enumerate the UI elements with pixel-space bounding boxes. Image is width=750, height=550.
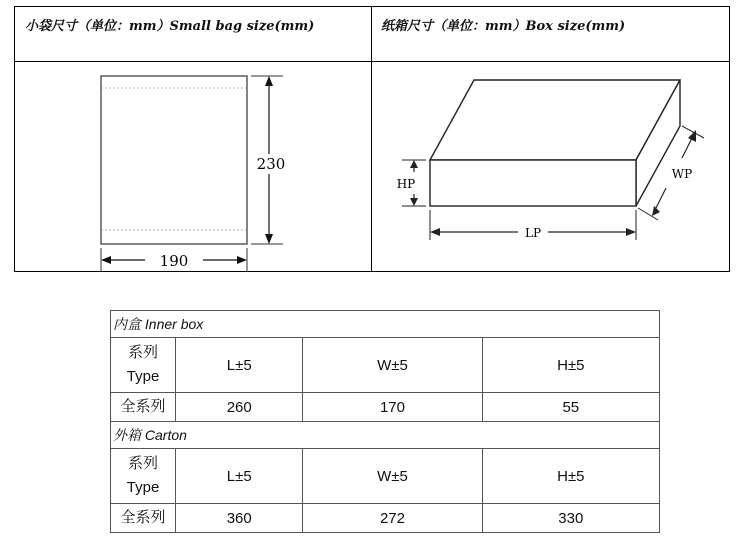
carton-height-header: H±5: [482, 449, 659, 504]
inner-height-value: 55: [482, 393, 659, 422]
lp-label: LP: [524, 226, 542, 240]
inner-type-header: [111, 338, 176, 393]
bag-outline: [101, 76, 247, 244]
inner-height-header: H±5: [482, 338, 659, 393]
carton-row-label: 全系列: [111, 504, 176, 533]
box-size-title: 纸箱尺寸（单位：mm）Box size(mm): [381, 19, 626, 34]
dimension-panels: [14, 6, 730, 272]
hp-arrow-bottom: [410, 198, 418, 206]
inner-width-value: 170: [303, 393, 482, 422]
width-arrow-right: [237, 256, 247, 264]
carton-length-value: 360: [176, 504, 303, 533]
inner-length-header: L±5: [176, 338, 303, 393]
bag-size-title: 小袋尺寸（单位：mm）Small bag size(mm): [25, 19, 315, 34]
inner-width-header: W±5: [303, 338, 482, 393]
inner-type-en: Type: [126, 368, 160, 385]
width-arrow-left: [101, 256, 111, 264]
carton-type-header: [111, 449, 176, 504]
bag-width-label: 190: [159, 252, 189, 270]
box-front-face: [430, 160, 636, 206]
height-arrow-top: [265, 76, 273, 86]
bag-height-label: 230: [256, 155, 286, 173]
height-arrow-bottom: [265, 234, 273, 244]
inner-type-cn: 系列: [128, 344, 159, 361]
carton-type-en: Type: [126, 479, 160, 496]
carton-type-cn: 系列: [128, 455, 159, 472]
carton-length-header: L±5: [176, 449, 303, 504]
wp-label: WP: [671, 167, 693, 181]
bag-diagram: [15, 62, 371, 272]
hp-arrow-top: [410, 160, 418, 168]
inner-box-section-title: 内盒 Inner box: [111, 311, 660, 338]
inner-length-value: 260: [176, 393, 303, 422]
box-diagram: [372, 62, 730, 272]
inner-row-label: 全系列: [111, 393, 176, 422]
carton-width-header: W±5: [303, 449, 482, 504]
carton-height-value: 330: [482, 504, 659, 533]
lp-arrow-right: [626, 228, 636, 236]
packaging-spec-table: [110, 310, 660, 533]
lp-arrow-left: [430, 228, 440, 236]
hp-label: HP: [396, 177, 416, 191]
carton-section-title: 外箱 Carton: [111, 422, 660, 449]
carton-width-value: 272: [303, 504, 482, 533]
